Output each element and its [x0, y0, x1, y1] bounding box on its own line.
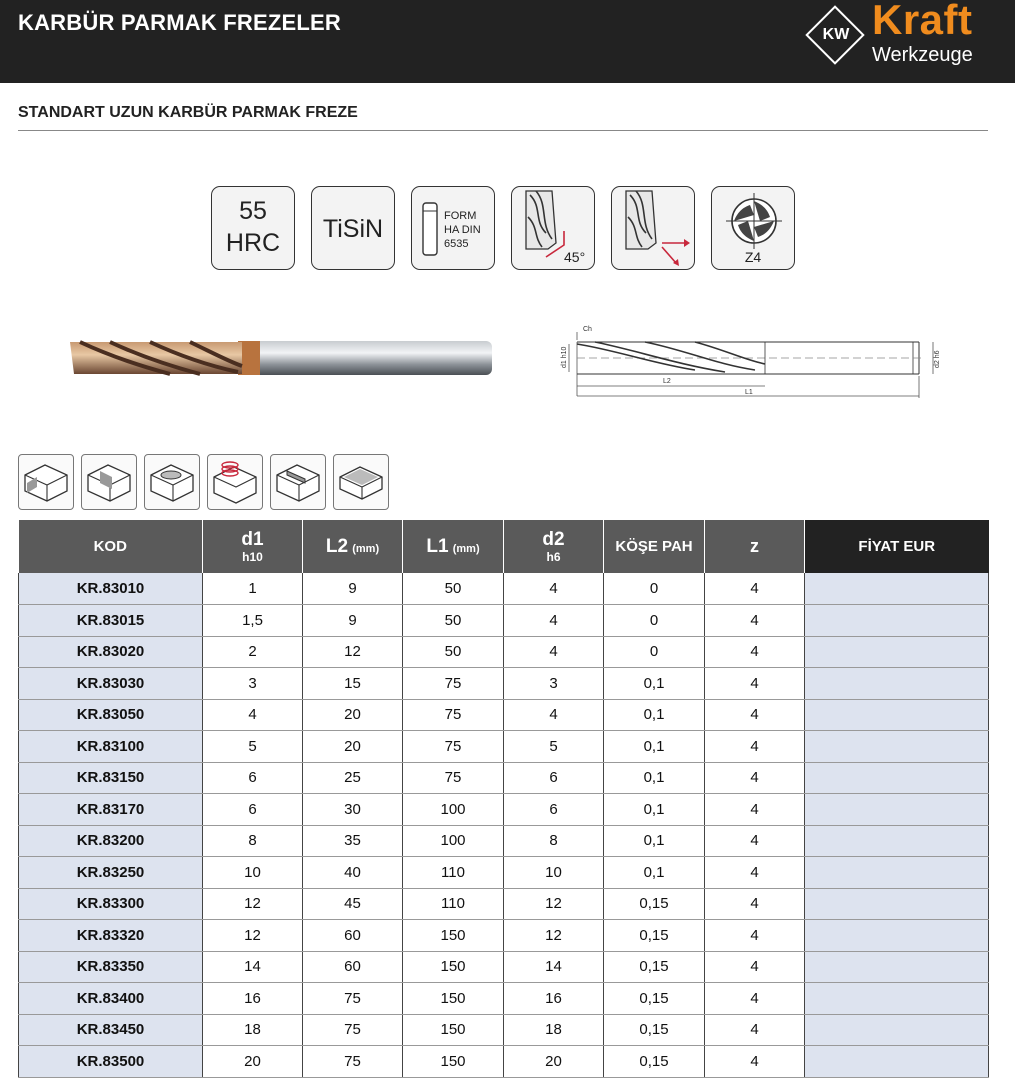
cell-z: 4: [705, 794, 805, 826]
cell-d1: 1: [203, 573, 303, 605]
section-title: STANDART UZUN KARBÜR PARMAK FREZE: [18, 104, 358, 121]
table-row: [19, 825, 989, 857]
corner-chamfer-badge: [511, 186, 595, 270]
cell-z: 4: [705, 1046, 805, 1078]
header-l2: L2 (mm): [303, 520, 403, 573]
cell-z: 4: [705, 888, 805, 920]
header-z: z: [705, 520, 805, 573]
header-l1: L1 (mm): [403, 520, 504, 573]
cell-price: [805, 605, 989, 637]
cell-d2: 6: [504, 794, 604, 826]
cell-l2: 20: [303, 699, 403, 731]
cell-l1: 150: [403, 1046, 504, 1078]
cell-d1: 18: [203, 1014, 303, 1046]
cell-d2: 6: [504, 762, 604, 794]
cell-l2: 75: [303, 983, 403, 1015]
cell-l2: 45: [303, 888, 403, 920]
shank-icon: [420, 201, 440, 257]
cell-l2: 35: [303, 825, 403, 857]
cell-l1: 75: [403, 731, 504, 763]
cell-d1: 8: [203, 825, 303, 857]
shank-form-line2: HA DIN: [444, 224, 481, 236]
side-milling-icon: [18, 454, 74, 510]
cell-kod: KR.83030: [19, 668, 203, 700]
cell-d2: 4: [504, 573, 604, 605]
cell-kose-pah: 0,15: [604, 951, 705, 983]
table-row: [19, 636, 989, 668]
cell-kod: KR.83400: [19, 983, 203, 1015]
cell-price: [805, 951, 989, 983]
cell-d2: 16: [504, 983, 604, 1015]
cell-z: 4: [705, 1014, 805, 1046]
cell-kose-pah: 0,1: [604, 668, 705, 700]
cell-d1: 20: [203, 1046, 303, 1078]
cell-l1: 75: [403, 699, 504, 731]
cell-d2: 10: [504, 857, 604, 889]
table-header-row: [19, 520, 989, 573]
table-body: [19, 573, 989, 1077]
cell-kod: KR.83250: [19, 857, 203, 889]
table-row: [19, 668, 989, 700]
cell-l2: 9: [303, 573, 403, 605]
table-row: [19, 857, 989, 889]
table-row: [19, 951, 989, 983]
logo-sub: Werkzeuge: [872, 44, 973, 66]
cell-kod: KR.83015: [19, 605, 203, 637]
cell-kose-pah: 0: [604, 573, 705, 605]
cell-kose-pah: 0,15: [604, 983, 705, 1015]
hardness-badge: [211, 186, 295, 270]
table-row: [19, 1046, 989, 1078]
cell-d2: 12: [504, 888, 604, 920]
cell-kod: KR.83500: [19, 1046, 203, 1078]
coating-badge: [311, 186, 395, 270]
technical-drawing: [555, 320, 945, 404]
cell-d1: 16: [203, 983, 303, 1015]
cell-kod: KR.83100: [19, 731, 203, 763]
cell-d2: 4: [504, 699, 604, 731]
cell-price: [805, 1014, 989, 1046]
cell-l2: 75: [303, 1046, 403, 1078]
chamfer-label: 45°: [564, 249, 586, 265]
cell-l2: 15: [303, 668, 403, 700]
cell-kose-pah: 0,15: [604, 920, 705, 952]
cell-kose-pah: 0,15: [604, 1046, 705, 1078]
cell-price: [805, 857, 989, 889]
cell-d2: 4: [504, 605, 604, 637]
cell-l1: 75: [403, 762, 504, 794]
cell-d1: 12: [203, 888, 303, 920]
cell-l1: 75: [403, 668, 504, 700]
flute-count-label: Z4: [744, 249, 762, 265]
cell-l1: 100: [403, 794, 504, 826]
cell-l1: 110: [403, 857, 504, 889]
table-row: [19, 888, 989, 920]
plunge-slot-icon: [270, 454, 326, 510]
cell-l2: 40: [303, 857, 403, 889]
cell-l1: 100: [403, 825, 504, 857]
helix-direction-icon: [612, 187, 696, 271]
cell-l2: 25: [303, 762, 403, 794]
helix-badge: [611, 186, 695, 270]
cell-d1: 3: [203, 668, 303, 700]
table-row: [19, 983, 989, 1015]
cell-price: [805, 731, 989, 763]
cell-l1: 50: [403, 605, 504, 637]
cell-price: [805, 762, 989, 794]
cell-price: [805, 794, 989, 826]
header-kod: KOD: [19, 520, 203, 573]
header-kose-pah: KÖŞE PAH: [604, 520, 705, 573]
cell-kod: KR.83020: [19, 636, 203, 668]
cell-d2: 5: [504, 731, 604, 763]
flute-count-badge: [711, 186, 795, 270]
cell-d1: 10: [203, 857, 303, 889]
cell-d1: 1,5: [203, 605, 303, 637]
cell-kod: KR.83010: [19, 573, 203, 605]
cell-l1: 50: [403, 573, 504, 605]
cell-l2: 30: [303, 794, 403, 826]
table-row: [19, 699, 989, 731]
page-header: [0, 0, 1015, 83]
cell-kose-pah: 0,15: [604, 1014, 705, 1046]
cell-d1: 12: [203, 920, 303, 952]
cell-l2: 20: [303, 731, 403, 763]
cell-z: 4: [705, 951, 805, 983]
cell-d2: 12: [504, 920, 604, 952]
cell-d2: 4: [504, 636, 604, 668]
cell-l2: 12: [303, 636, 403, 668]
logo-monogram: KW: [822, 26, 850, 43]
table-row: [19, 920, 989, 952]
cell-kod: KR.83050: [19, 699, 203, 731]
cell-l1: 150: [403, 983, 504, 1015]
cell-kose-pah: 0,1: [604, 825, 705, 857]
cell-d2: 20: [504, 1046, 604, 1078]
section-divider: [18, 130, 988, 131]
cell-d1: 2: [203, 636, 303, 668]
shank-form-badge: [411, 186, 495, 270]
ramping-icon: [207, 454, 263, 510]
cell-z: 4: [705, 762, 805, 794]
cell-l2: 9: [303, 605, 403, 637]
cell-kod: KR.83350: [19, 951, 203, 983]
cell-price: [805, 825, 989, 857]
end-mill-photo: [70, 336, 496, 380]
cell-d1: 4: [203, 699, 303, 731]
cell-d1: 6: [203, 794, 303, 826]
logo-brand: Kraft: [872, 0, 973, 43]
cell-z: 4: [705, 983, 805, 1015]
table-row: [19, 762, 989, 794]
cell-kod: KR.83450: [19, 1014, 203, 1046]
cell-kose-pah: 0: [604, 605, 705, 637]
cell-z: 4: [705, 857, 805, 889]
cell-l1: 50: [403, 636, 504, 668]
drawing-ch-label: Ch: [583, 326, 592, 333]
product-table: [18, 520, 989, 1078]
drawing-d1-label: d1 h10: [561, 346, 568, 368]
table-row: [19, 1014, 989, 1046]
cell-d2: 18: [504, 1014, 604, 1046]
cell-kod: KR.83320: [19, 920, 203, 952]
cell-price: [805, 888, 989, 920]
cell-d2: 8: [504, 825, 604, 857]
cell-z: 4: [705, 605, 805, 637]
cell-z: 4: [705, 636, 805, 668]
cell-z: 4: [705, 825, 805, 857]
cell-d1: 14: [203, 951, 303, 983]
cell-price: [805, 1046, 989, 1078]
cell-kod: KR.83200: [19, 825, 203, 857]
cell-kose-pah: 0: [604, 636, 705, 668]
drawing-d2-label: d2 h6: [934, 350, 941, 368]
table-row: [19, 794, 989, 826]
shank-form-line3: 6535: [444, 238, 469, 250]
cell-price: [805, 920, 989, 952]
header-price: FİYAT EUR: [805, 520, 989, 573]
slot-milling-icon: [81, 454, 137, 510]
cell-l1: 150: [403, 1014, 504, 1046]
cell-kose-pah: 0,1: [604, 794, 705, 826]
table-row: [19, 731, 989, 763]
cell-l1: 150: [403, 951, 504, 983]
cell-d2: 3: [504, 668, 604, 700]
cell-z: 4: [705, 920, 805, 952]
shank-form-line1: FORM: [444, 210, 477, 222]
hardness-value: 55: [239, 197, 267, 225]
cell-l2: 60: [303, 920, 403, 952]
cell-z: 4: [705, 731, 805, 763]
drawing-l2-label: L2: [663, 378, 671, 385]
cell-l1: 150: [403, 920, 504, 952]
cell-z: 4: [705, 668, 805, 700]
table-row: [19, 573, 989, 605]
cell-l2: 75: [303, 1014, 403, 1046]
cell-kose-pah: 0,1: [604, 699, 705, 731]
drawing-l1-label: L1: [745, 389, 753, 396]
cell-z: 4: [705, 699, 805, 731]
cell-price: [805, 983, 989, 1015]
cell-kose-pah: 0,1: [604, 731, 705, 763]
cell-price: [805, 699, 989, 731]
cell-price: [805, 636, 989, 668]
pocket-milling-icon: [144, 454, 200, 510]
cell-kod: KR.83300: [19, 888, 203, 920]
hardness-unit: HRC: [225, 229, 281, 257]
cell-l1: 110: [403, 888, 504, 920]
cell-d1: 6: [203, 762, 303, 794]
table-row: [19, 605, 989, 637]
cell-d2: 14: [504, 951, 604, 983]
header-d2: d2 h6: [504, 520, 604, 573]
header-d1: d1 h10: [203, 520, 303, 573]
coating-label: TiSiN: [322, 215, 384, 243]
cell-kose-pah: 0,1: [604, 857, 705, 889]
cell-price: [805, 668, 989, 700]
cell-z: 4: [705, 573, 805, 605]
cell-kose-pah: 0,1: [604, 762, 705, 794]
header-title: KARBÜR PARMAK FREZELER: [18, 10, 341, 35]
cell-kod: KR.83150: [19, 762, 203, 794]
cell-price: [805, 573, 989, 605]
face-milling-icon: [333, 454, 389, 510]
brand-logo: [806, 2, 1006, 78]
cell-l2: 60: [303, 951, 403, 983]
cell-d1: 5: [203, 731, 303, 763]
cell-kose-pah: 0,15: [604, 888, 705, 920]
cell-kod: KR.83170: [19, 794, 203, 826]
